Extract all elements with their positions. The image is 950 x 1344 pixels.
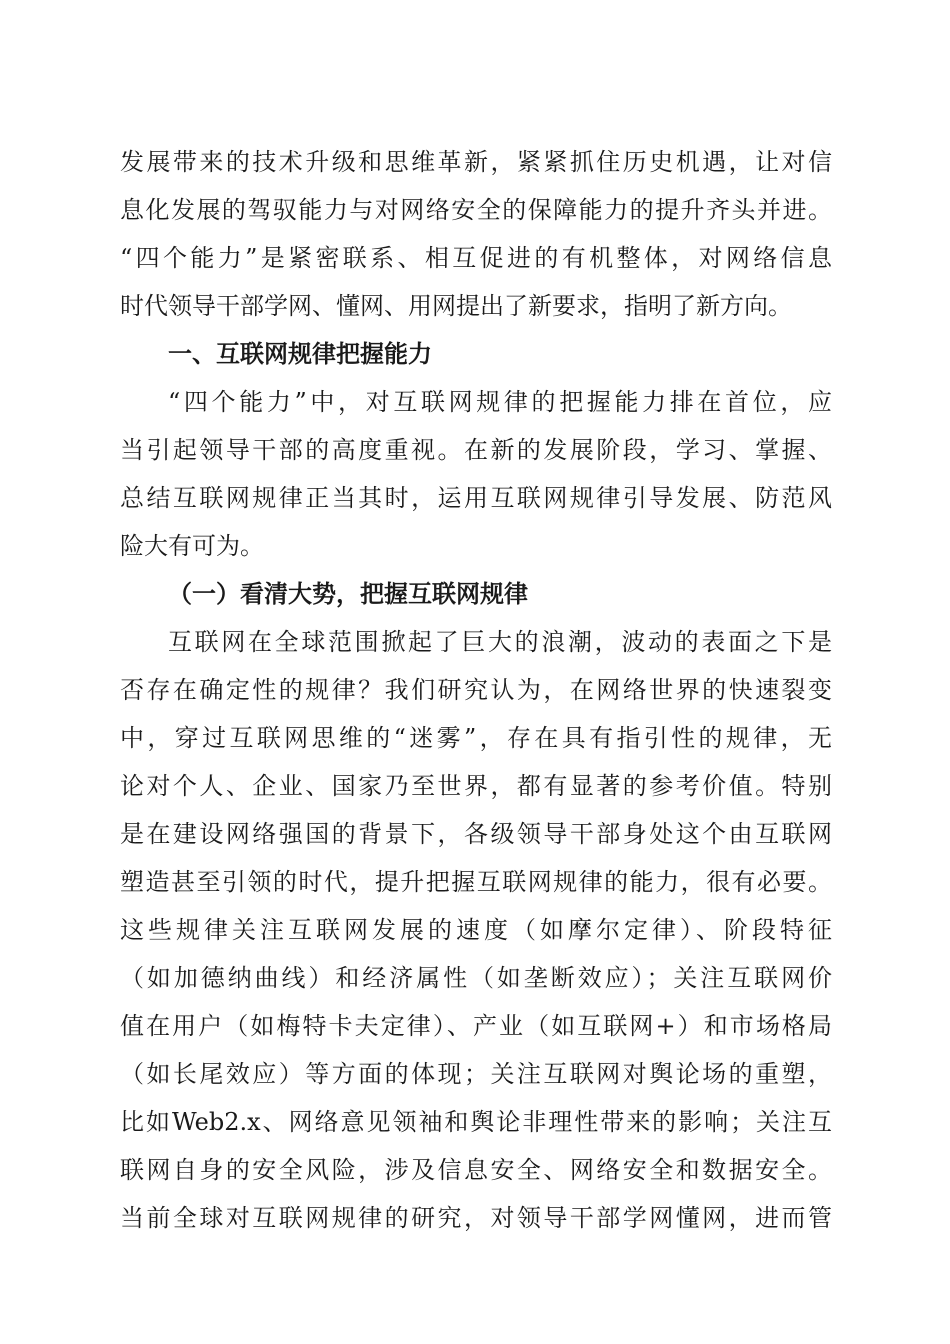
paragraph-line: 比如Web2.x、网络意见领袖和舆论非理性带来的影响；关注互 <box>120 1108 832 1136</box>
paragraph-line: （如长尾效应）等方面的体现；关注互联网对舆论场的重塑， <box>120 1060 832 1088</box>
paragraph-line: 互联网在全球范围掀起了巨大的浪潮，波动的表面之下是 <box>168 628 832 656</box>
paragraph-line: 息化发展的驾驭能力与对网络安全的保障能力的提升齐头并进。 <box>120 196 832 224</box>
paragraph-line: 发展带来的技术升级和思维革新，紧紧抓住历史机遇，让对信 <box>120 148 832 176</box>
paragraph-line: 这些规律关注互联网发展的速度（如摩尔定律）、阶段特征 <box>120 916 832 944</box>
paragraph-line: 论对个人、企业、国家乃至世界，都有显著的参考价值。特别 <box>120 772 832 800</box>
document-body <box>120 138 832 1242</box>
paragraph-line: “四个能力”是紧密联系、相互促进的有机整体，对网络信息 <box>120 244 832 272</box>
subsection-heading: （一）看清大势，把握互联网规律 <box>168 579 528 608</box>
paragraph-line: “四个能力”中，对互联网规律的把握能力排在首位，应 <box>168 388 832 416</box>
paragraph-line: 联网自身的安全风险，涉及信息安全、网络安全和数据安全。 <box>120 1156 832 1184</box>
paragraph-line: 否存在确定性的规律？我们研究认为，在网络世界的快速裂变 <box>120 676 832 704</box>
paragraph-line: （如加德纳曲线）和经济属性（如垄断效应）；关注互联网价 <box>120 964 832 992</box>
paragraph-line: 时代领导干部学网、懂网、用网提出了新要求，指明了新方向。 <box>120 292 792 320</box>
paragraph-line: 总结互联网规律正当其时，运用互联网规律引导发展、防范风 <box>120 484 832 512</box>
section-heading: 一、互联网规律把握能力 <box>168 340 432 368</box>
paragraph-line: 当前全球对互联网规律的研究，对领导干部学网懂网，进而管 <box>120 1204 832 1232</box>
paragraph-line: 险大有可为。 <box>120 532 264 560</box>
paragraph-line: 当引起领导干部的高度重视。在新的发展阶段，学习、掌握、 <box>120 436 832 464</box>
paragraph-line: 值在用户（如梅特卡夫定律）、产业（如互联网+）和市场格局 <box>120 1012 832 1040</box>
paragraph-line: 中，穿过互联网思维的“迷雾”，存在具有指引性的规律，无 <box>120 724 832 752</box>
paragraph-line: 是在建设网络强国的背景下，各级领导干部身处这个由互联网 <box>120 820 832 848</box>
paragraph-line: 塑造甚至引领的时代，提升把握互联网规律的能力，很有必要。 <box>120 868 832 896</box>
